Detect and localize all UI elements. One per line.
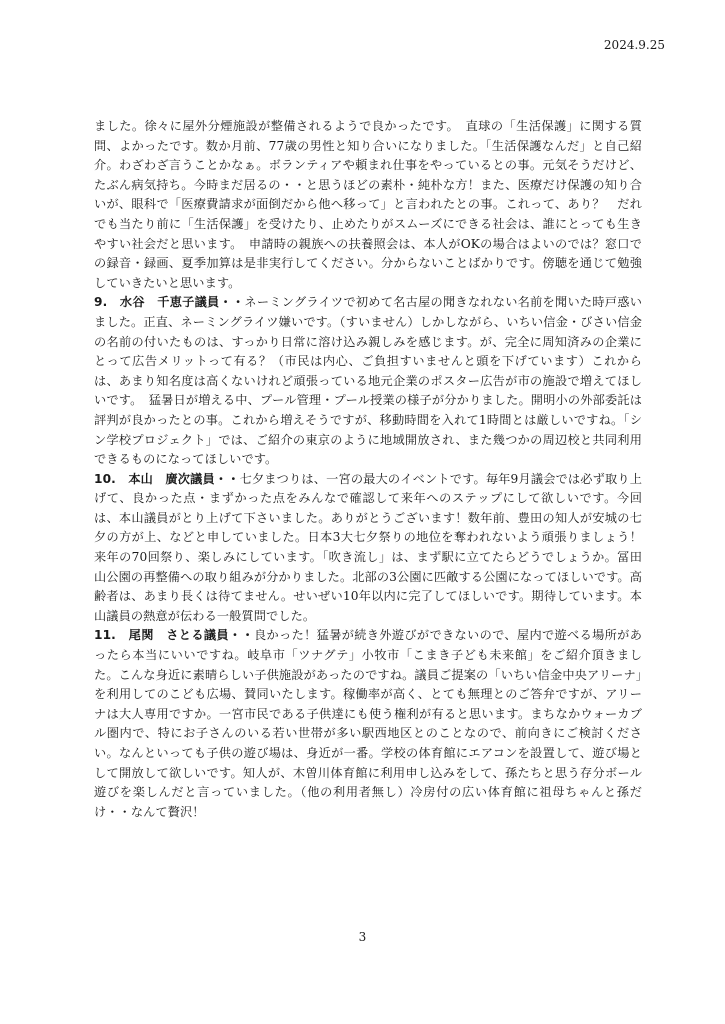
intro-paragraph: ました。徐々に屋外分煙施設が整備されるようで良かったです。 直球の「生活保護」に関する質問、よかったです。数か月前、77歳の男性と知り合いになりました。「生活保護なんだ」と自己紹介。わざわざ言うことかなぁ。ボランティアや頼まれ仕事をやっているとの事。元気そうだけど、たぶん病気持ち。今時まだ居るの・・と思うほどの素朴・純朴な方！また、医療だけ保護の知り合いが、眼科で「医療費請求が面倒だから他へ移って」と言われたとの事。これって、あり？ だれでも当たり前に「生活保護」を受けたり、止めたりがスムーズにできる社会は、誰にとっても生きやすい社会だと思います。 申請時の親族への扶養照会は、本人がOKの場合はよいのでは？窓口での録音・録画、夏季加算は是非実行してください。分からないことばかりです。傍聴を通じて勉強していきたいと思います。 bbox=[94, 119, 642, 290]
item-10 bbox=[94, 470, 642, 627]
item-9 bbox=[94, 293, 642, 469]
item-text: ネーミングライツで初めて名古屋の聞きなれない名前を聞いた時戸惑いました。正直、ネーミングライツ嫌いです。（すいません）しかしながら、いちい信金・びさい信金の名前の付いたものは、すっかり日常に溶け込み親しみを感じます。が、完全に周知済みの企業にとって広告メリットって有る？（市民は内心、ご負担すいませんと頭を下げています）これからは、あまり知名度は高くないけれど頑張っている地元企業のポスター広告が市の施設で増えてほしいです。 猛暑日が増える中、プール管理・プール授業の様子が分かりました。開明小の外部委託は評判が良かったとの事。これから増えそうですが、移動時間を入れて1時間とは厳しいですね。「シン学校プロジェクト」では、ご紹介の東京のように地域開放され、また幾つかの周辺校と共同利用できるものになってほしいです。 bbox=[94, 295, 642, 467]
item-text: 良かった！猛暑が続き外遊びができないので、屋内で遊べる場所があったら本当にいいですね。岐阜市「ツナグテ」小牧市「こまき子ども未来館」をご紹介頂きました。こんな身近に素晴らしい子供施設があったのですね。議員ご提案の「いちい信金中央アリーナ」を利用してのこども広場、賛同いたします。稼働率が高く、とても無理とのご答弁ですが、アリーナは大人専用ですか。一宮市民である子供達にも使う権利が有ると思います。まちなかウォーカブル圏内で、特にお子さんのいる若い世帯が多い駅西地区とのことなので、前向きにご検討ください。なんといっても子供の遊び場は、身近が一番。学校の体育館にエアコンを設置して、遊び場として開放して欲しいです。知人が、木曽川体育館に利用申し込みをして、孫たちと思う存分ボール遊びを楽しんだと言っていました。（他の利用者無し）冷房付の広い体育館に祖母ちゃんと孫だけ・・なんて贅沢！ bbox=[94, 628, 643, 819]
document-body bbox=[94, 117, 642, 822]
item-heading: 11. 尾関 さとる議員・・ bbox=[94, 628, 254, 643]
page-number: 3 bbox=[358, 930, 367, 944]
item-heading: 10. 本山 廣次議員・・ bbox=[94, 471, 240, 486]
item-text: 七夕まつりは、一宮の最大のイベントです。毎年9月議会では必ず取り上げて、良かった点・まずかった点をみんなで確認して来年へのステップにして欲しいです。今回は、本山議員がとり上げて下さいました。ありがとうございます！数年前、豊田の知人が安城の七夕の方が上、などと申していました。日本3大七夕祭りの地位を奪われないよう頑張りましょう！来年の70回祭り、楽しみにしています。「吹き流し」は、まず駅に立てたらどうでしょうか。冨田山公園の再整備への取り組みが分かりました。北部の3公園に匹敵する公園になってほしいです。高齢者は、あまり長くは待てません。せいぜい10年以内に完了してほしいです。期待しています。本山議員の熱意が伝わる一般質問でした。 bbox=[94, 471, 643, 623]
date: 2024.9.25 bbox=[603, 38, 665, 52]
item-heading: 9. 水谷 千恵子議員・・ bbox=[94, 295, 245, 310]
item-11 bbox=[94, 626, 642, 822]
